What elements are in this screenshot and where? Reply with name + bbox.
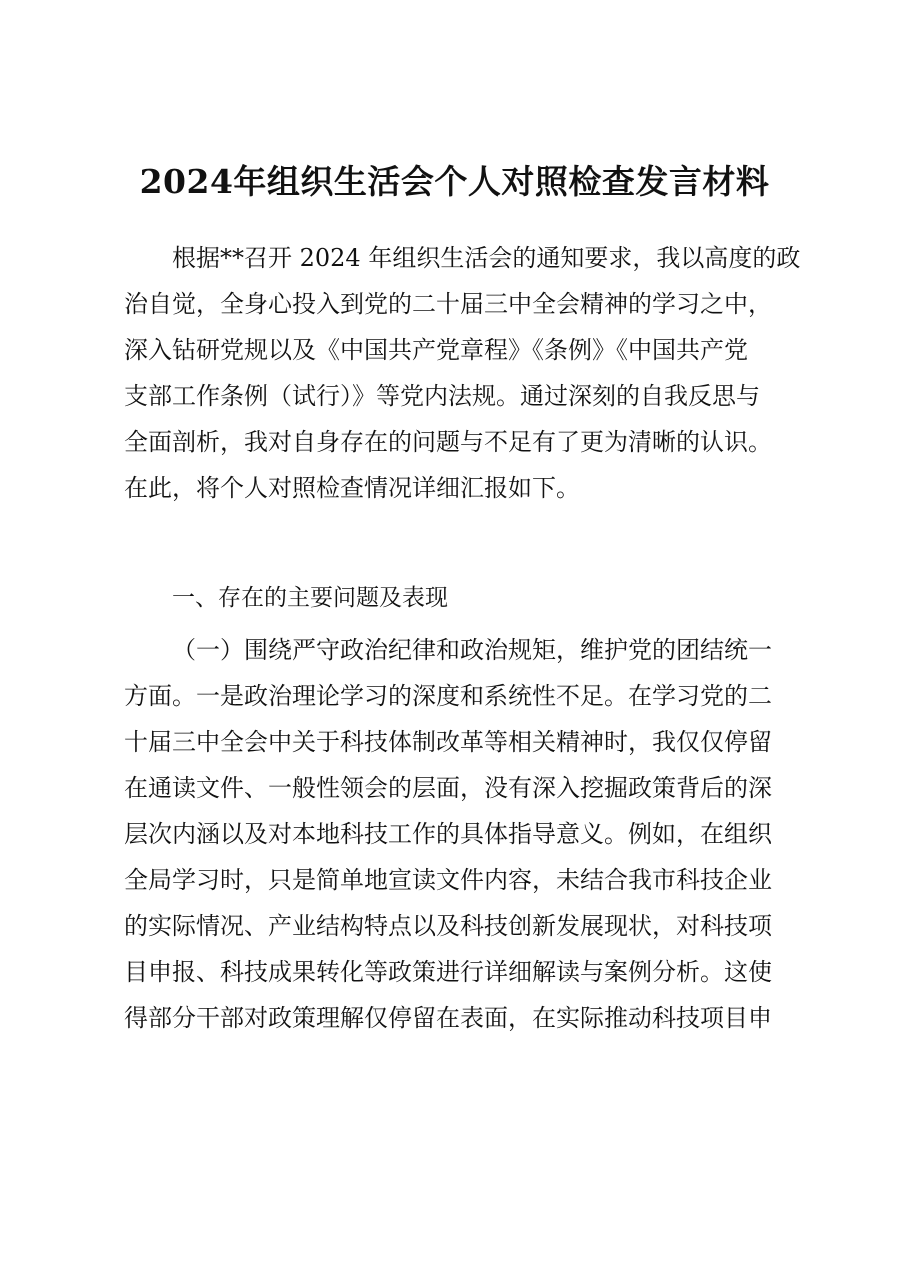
paragraph-line: 在通读文件、一般性领会的层面，没有深入挖掘政策背后的深	[124, 774, 772, 802]
paragraph-line: 根据**召开 2024 年组织生活会的通知要求，我以高度的政	[172, 244, 801, 272]
document-title: 2024年组织生活会个人对照检查发言材料	[139, 162, 770, 201]
paragraph-line: 治自觉，全身心投入到党的二十届三中全会精神的学习之中，	[124, 290, 772, 318]
section-heading-text: 一、存在的主要问题及表现	[172, 585, 448, 611]
paragraph-line: （一）围绕严守政治纪律和政治规矩，维护党的团结统一	[172, 636, 772, 664]
paragraph-line: 层次内涵以及对本地科技工作的具体指导意义。例如，在组织	[124, 820, 772, 848]
paragraph-line: 目申报、科技成果转化等政策进行详细解读与案例分析。这使	[124, 958, 772, 986]
paragraph-line: 十届三中全会中关于科技体制改革等相关精神时，我仅仅停留	[124, 728, 772, 756]
paragraph-line: 全面剖析，我对自身存在的问题与不足有了更为清晰的认识。	[124, 428, 772, 456]
section-paragraph	[124, 627, 792, 1041]
section-heading	[124, 575, 792, 621]
paragraph-line: 方面。一是政治理论学习的深度和系统性不足。在学习党的二	[124, 682, 772, 710]
paragraph-line: 在此，将个人对照检查情况详细汇报如下。	[124, 474, 580, 502]
paragraph-line: 支部工作条例（试行）》等党内法规。通过深刻的自我反思与	[124, 382, 760, 410]
paragraph-line: 深入钻研党规以及《中国共产党章程》《条例》《中国共产党	[124, 336, 748, 364]
intro-paragraph	[124, 235, 801, 511]
paragraph-line: 的实际情况、产业结构特点以及科技创新发展现状，对科技项	[124, 912, 772, 940]
paragraph-line: 得部分干部对政策理解仅停留在表面，在实际推动科技项目申	[124, 1004, 772, 1032]
paragraph-line: 全局学习时，只是简单地宣读文件内容，未结合我市科技企业	[124, 866, 772, 894]
